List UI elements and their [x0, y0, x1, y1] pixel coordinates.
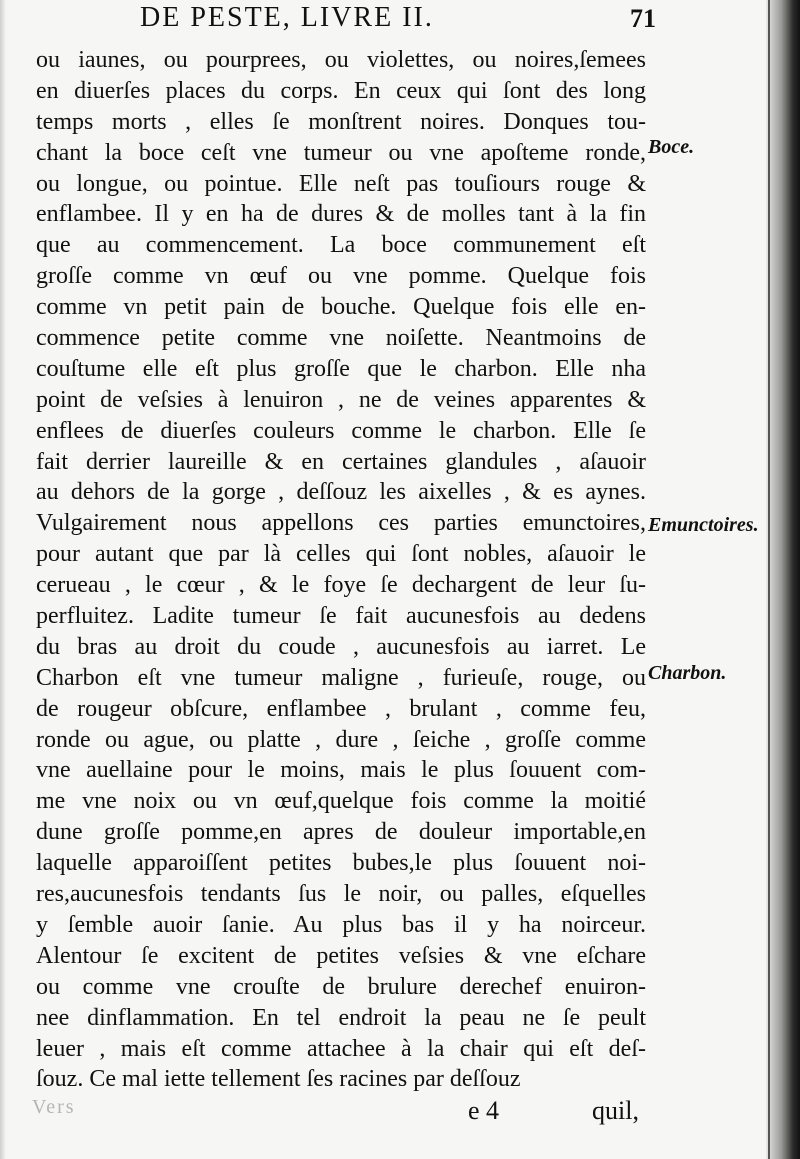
text-line: Charbon eſt vne tumeur maligne , furieuſe, rouge, ou	[36, 664, 646, 691]
text-line: fait derrier laureille & en certaines glandules , aſauoir	[36, 448, 646, 475]
text-line: Alentour ſe excitent de petites veſsies & vne eſchare	[36, 942, 646, 969]
catchword: quil,	[592, 1096, 639, 1125]
text-line: point de veſsies à lenuiron , ne de veines apparentes &	[36, 386, 646, 413]
text-line: temps morts , elles ſe monſtrent noires. Donques tou-	[36, 108, 646, 135]
text-line: du bras au droit du coude , aucunesfois au iarret. Le	[36, 633, 646, 660]
text-line: comme vn petit pain de bouche. Quelque fois elle en-	[36, 294, 646, 321]
text-line: enflambee. Il y en ha de dures & de molles tant à la fin	[36, 201, 646, 228]
text-line: groſſe comme vn œuf ou vne pomme. Quelque fois	[36, 263, 646, 290]
text-line: cerueau , le cœur , & le foye ſe dechargent de leur ſu-	[36, 572, 646, 599]
margin-note-emunctoires: Emunctoires.	[648, 514, 759, 536]
text-line: chant la boce ceſt vne tumeur ou vne apoſteme ronde,	[36, 139, 646, 166]
bleed-through-text: Vers	[32, 1096, 76, 1118]
running-title: DE PESTE, LIVRE II.	[140, 2, 434, 33]
text-line: de rougeur obſcure, enflambee , brulant , comme feu,	[36, 695, 646, 722]
text-line: Vulgairement nous appellons ces parties emunctoires,	[36, 510, 646, 537]
book-spine-shadow	[766, 0, 800, 1159]
signature-mark: e 4	[468, 1096, 500, 1125]
text-line: nee dinflammation. En tel endroit la peau ne ſe peult	[36, 1004, 646, 1031]
text-line: en diuerſes places du corps. En ceux qui ſont des long	[36, 77, 646, 104]
text-line: ou comme vne crouſte de brulure derechef enuiron-	[36, 973, 646, 1000]
text-line: leuer , mais eſt comme attachee à la chair qui eſt deſ-	[36, 1035, 646, 1062]
text-line: laquelle apparoiſſent petites bubes,le plus ſouuent noi-	[36, 850, 646, 877]
text-line: ou iaunes, ou pourprees, ou violettes, ou noires,ſemees	[36, 47, 646, 73]
text-line: pour autant que par là celles qui ſont nobles, aſauoir le	[36, 541, 646, 568]
body-text	[36, 45, 646, 1095]
text-line: res,aucunesfois tendants ſus le noir, ou palles, eſquelles	[36, 881, 646, 908]
text-line: perfluitez. Ladite tumeur ſe fait aucunesfois au dedens	[36, 603, 646, 630]
text-line: me vne noix ou vn œuf,quelque fois comme la moitié	[36, 788, 646, 815]
margin-note-boce: Boce.	[648, 136, 695, 158]
spine-gutter-line	[768, 0, 770, 1159]
text-line: ronde ou ague, ou platte , dure , ſeiche , groſſe comme	[36, 726, 646, 753]
text-line: commence petite comme vne noiſette. Neantmoins de	[36, 325, 646, 352]
text-line: couſtume elle eſt plus groſſe que le charbon. Elle nha	[36, 355, 646, 382]
margin-note-charbon: Charbon.	[648, 662, 727, 684]
text-line: dune groſſe pomme,en apres de douleur importable,en	[36, 819, 646, 846]
text-line: vne auellaine pour le moins, mais le plus ſouuent com-	[36, 757, 646, 784]
text-line: enflees de diuerſes couleurs comme le charbon. Elle ſe	[36, 417, 646, 444]
page-left-edge	[0, 0, 6, 1159]
page-number: 71	[630, 4, 656, 33]
text-line: que au commencement. La boce communement eſt	[36, 232, 646, 259]
text-line: y ſemble auoir ſanie. Au plus bas il y ha noirceur.	[36, 911, 646, 938]
text-line: ſouz. Ce mal iette tellement ſes racines par deſſouz	[36, 1066, 521, 1093]
text-line: ou longue, ou pointue. Elle neſt pas touſiours rouge &	[36, 170, 646, 197]
text-line: au dehors de la gorge , deſſouz les aixelles , & es aynes.	[36, 479, 646, 506]
